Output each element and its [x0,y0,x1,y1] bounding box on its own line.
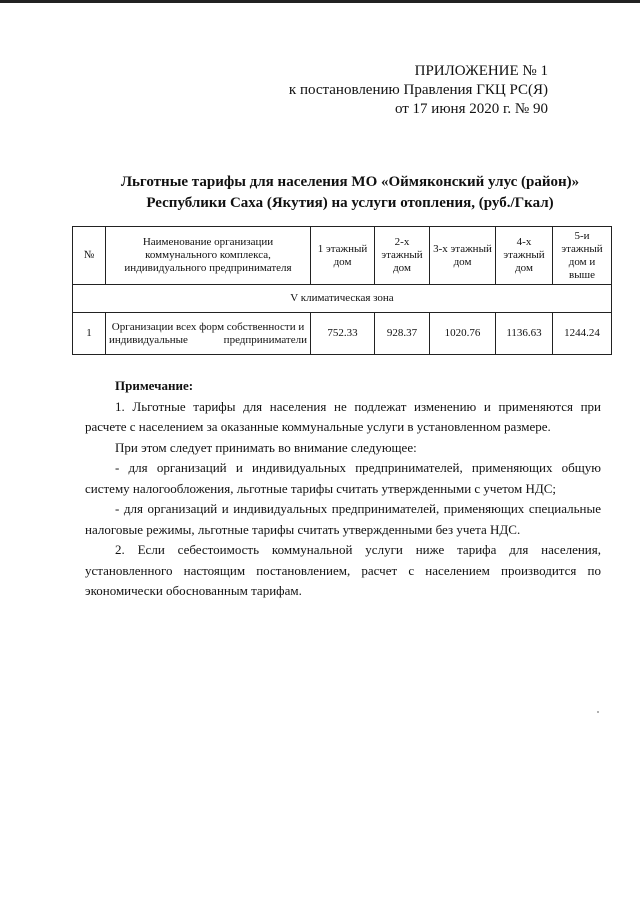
header-3-floor: 3-х этажный дом [430,227,496,285]
table-header-row [73,227,612,285]
note-section [85,376,601,602]
title-line-2: Республики Саха (Якутия) на услуги отопления, (руб./Гкал) [146,195,554,211]
document-title [70,172,630,214]
row-number: 1 [73,313,106,355]
appendix-date: от 17 июня 2020 г. № 90 [394,101,548,117]
appendix-number: ПРИЛОЖЕНИЕ № 1 [414,63,548,79]
note-heading: Примечание: [115,378,194,393]
scan-speck [597,711,599,713]
tariff-5-floor: 1244.24 [553,313,612,355]
header-number: № [73,227,106,285]
note-paragraph-2: При этом следует принимать во внимание следующее: [115,439,417,455]
tariff-4-floor: 1136.63 [496,313,553,355]
climate-zone: V климатическая зона [73,285,612,313]
appendix-block [248,62,548,119]
header-2-floor: 2-х этажный дом [375,227,430,285]
zone-row [73,285,612,313]
tariff-table [72,226,612,355]
header-5-floor: 5-и этажный дом и выше [553,227,612,285]
title-line-1: Льготные тарифы для населения МО «Оймяконский улус (район)» [120,174,580,190]
tariff-1-floor: 752.33 [311,313,375,355]
tariff-2-floor: 928.37 [375,313,430,355]
row-organization: Организации всех форм собственности и индивидуальные предприниматели [106,313,311,355]
note-paragraph-3: - для организаций и индивидуальных предпринимателей, применяющих общую систему налогообложения, льготные тарифы считать утвержденными с учетом НДС; [85,460,601,496]
appendix-reference: к постановлению Правления ГКЦ РС(Я) [288,82,548,98]
tariff-3-floor: 1020.76 [430,313,496,355]
scan-top-border [0,0,640,3]
note-paragraph-1: 1. Льготные тарифы для населения не подлежат изменению и применяются при расчете с населением за оказанные коммунальные услуги в установленном размере. [85,398,601,434]
header-organization: Наименование организации коммунального комплекса, индивидуального предпринимателя [106,227,311,285]
table-row [73,313,612,355]
header-1-floor: 1 этажный дом [311,227,375,285]
note-paragraph-4: - для организаций и индивидуальных предпринимателей, применяющих специальные налоговые режимы, льготные тарифы считать утвержденными без учета НДС. [85,501,601,537]
note-paragraph-5: 2. Если себестоимость коммунальной услуги ниже тарифа для населения, установленного настоящим постановлением, расчет с населением производится по экономически обоснованным тарифам. [85,542,601,598]
header-4-floor: 4-х этажный дом [496,227,553,285]
